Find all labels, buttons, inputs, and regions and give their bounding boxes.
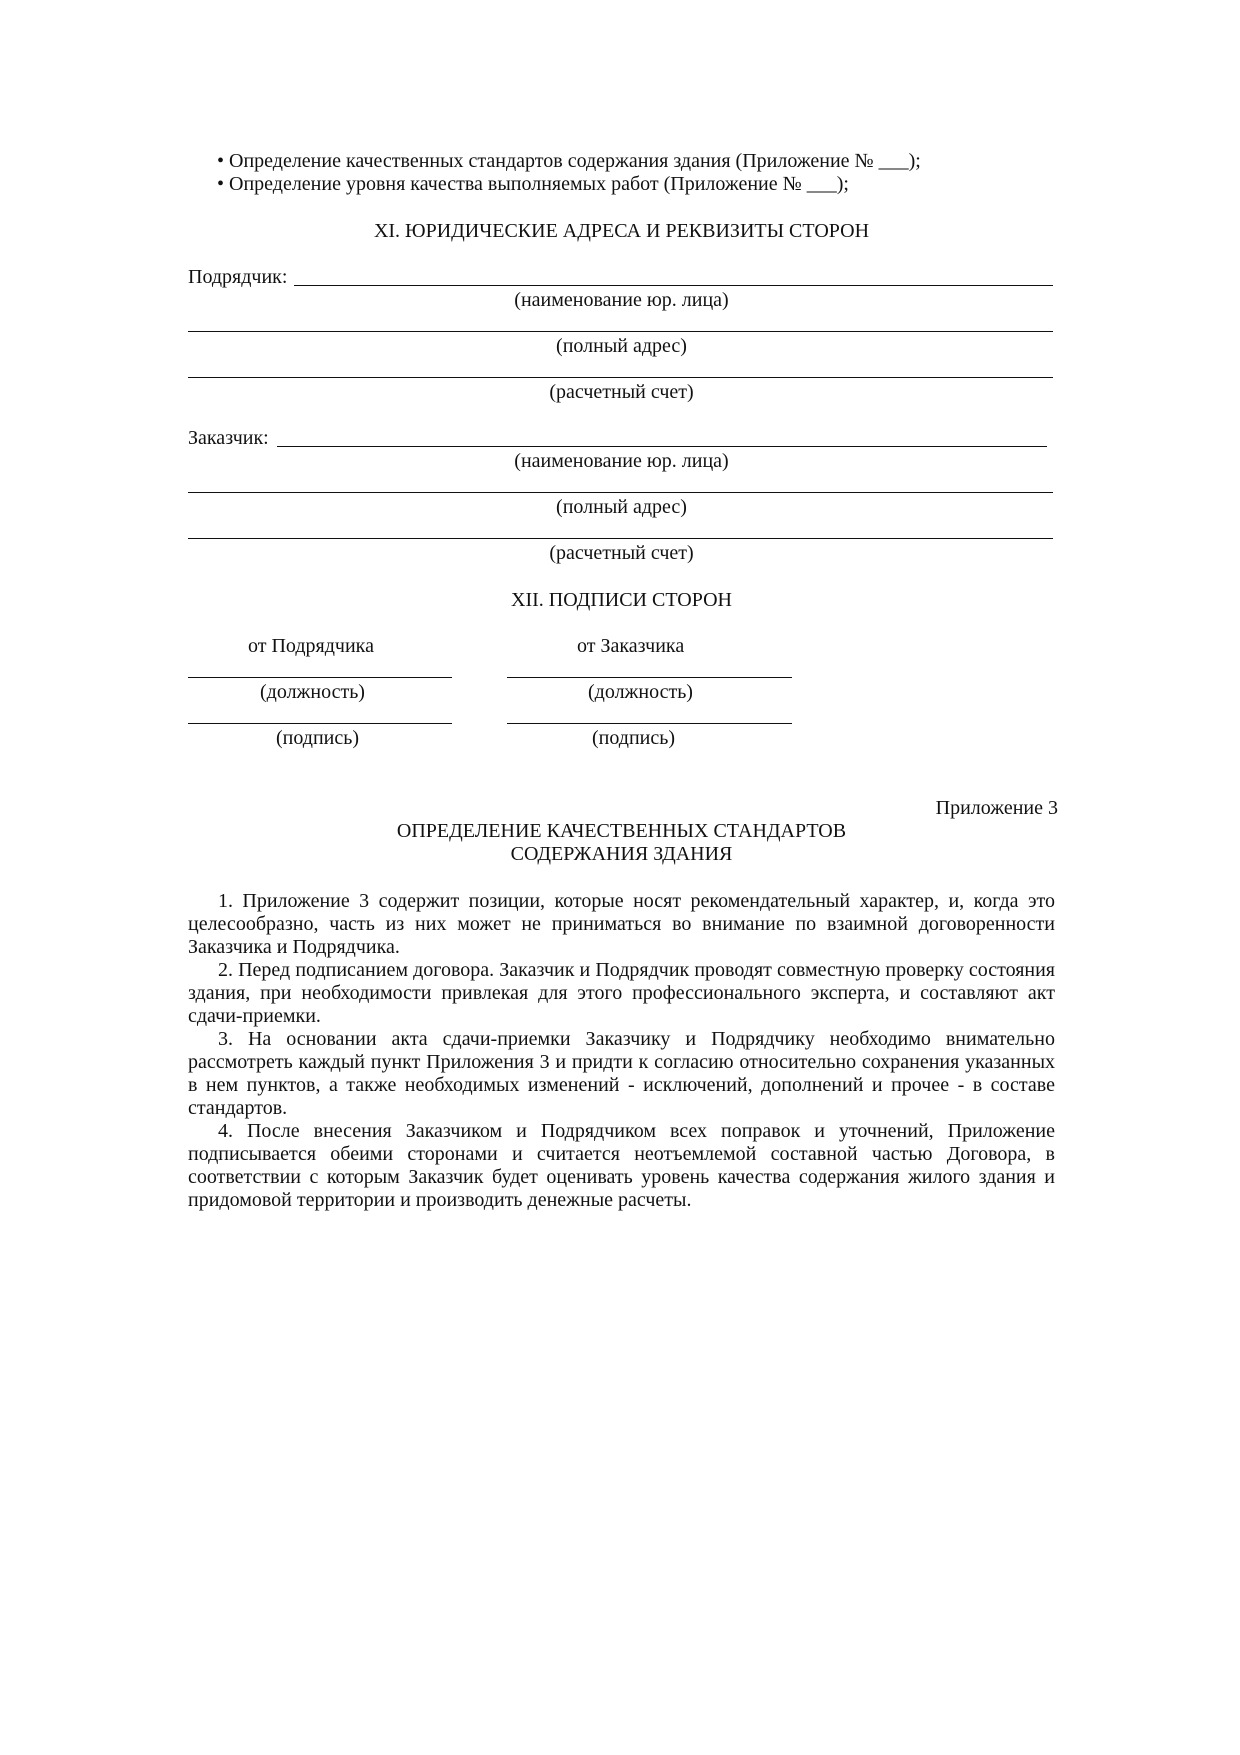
customer-signature-caption: (подпись) bbox=[592, 727, 676, 749]
contractor-position-caption: (должность) bbox=[260, 681, 365, 703]
contractor-label: Подрядчик: bbox=[188, 266, 288, 288]
customer-position-caption: (должность) bbox=[588, 681, 693, 703]
caption-account: (расчетный счет) bbox=[549, 542, 694, 564]
section-xi-title: XI. ЮРИДИЧЕСКИЕ АДРЕСА И РЕКВИЗИТЫ СТОРОН bbox=[373, 220, 870, 242]
contractor-position-line bbox=[188, 677, 452, 678]
caption-address: (полный адрес) bbox=[556, 496, 687, 518]
caption-name: (наименование юр. лица) bbox=[514, 289, 729, 311]
bullet-item: • Определение уровня качества выполняемых работ (Приложение № ___); bbox=[217, 173, 849, 195]
contractor-address-line bbox=[188, 331, 1053, 332]
customer-name-line bbox=[277, 446, 1047, 447]
contractor-account-line bbox=[188, 377, 1053, 378]
section-xii-title: XII. ПОДПИСИ СТОРОН bbox=[511, 589, 732, 611]
appendix-title-line1: ОПРЕДЕЛЕНИЕ КАЧЕСТВЕННЫХ СТАНДАРТОВ bbox=[396, 820, 847, 842]
customer-account-line bbox=[188, 538, 1053, 539]
customer-signature-line bbox=[507, 723, 792, 724]
bullet-item: • Определение качественных стандартов содержания здания (Приложение № ___); bbox=[217, 150, 921, 172]
caption-address: (полный адрес) bbox=[556, 335, 687, 357]
caption-account: (расчетный счет) bbox=[549, 381, 694, 403]
contractor-name-line bbox=[294, 285, 1053, 286]
appendix-paragraph: 1. Приложение 3 содержит позиции, которые носят рекомендательный характер, и, когда это целесообразно, часть из них может не приниматься во внимание по взаимной договоренности Заказчика и Подрядчика. bbox=[188, 890, 1055, 958]
contractor-signature-line bbox=[188, 723, 452, 724]
appendix-paragraph: 3. На основании акта сдачи-приемки Заказчику и Подрядчику необходимо внимательно рассмотреть каждый пункт Приложения 3 и придти к согласию относительно сохранения указанных в нем пунктов, а также необходимых изменений - исключений, дополнений и прочее - в составе стандартов. bbox=[188, 1028, 1055, 1119]
appendix-paragraph: 4. После внесения Заказчиком и Подрядчиком всех поправок и уточнений, Приложение подписывается обеими сторонами и считается неотъемлемой составной частью Договора, в соответствии с которым Заказчик будет оценивать уровень качества содержания жилого здания и придомовой территории и производить денежные расчеты. bbox=[188, 1120, 1055, 1211]
appendix-label: Приложение 3 bbox=[935, 797, 1058, 819]
from-contractor-label: от Подрядчика bbox=[248, 635, 374, 657]
contractor-signature-caption: (подпись) bbox=[276, 727, 360, 749]
from-customer-label: от Заказчика bbox=[577, 635, 685, 657]
appendix-title-line2: СОДЕРЖАНИЯ ЗДАНИЯ bbox=[510, 843, 733, 865]
customer-label: Заказчик: bbox=[188, 427, 269, 449]
customer-position-line bbox=[507, 677, 792, 678]
appendix-paragraph: 2. Перед подписанием договора. Заказчик и Подрядчик проводят совместную проверку состояния здания, при необходимости привлекая для этого профессионального эксперта, и составляют акт сдачи-приемки. bbox=[188, 959, 1055, 1027]
caption-name: (наименование юр. лица) bbox=[514, 450, 729, 472]
customer-address-line bbox=[188, 492, 1053, 493]
